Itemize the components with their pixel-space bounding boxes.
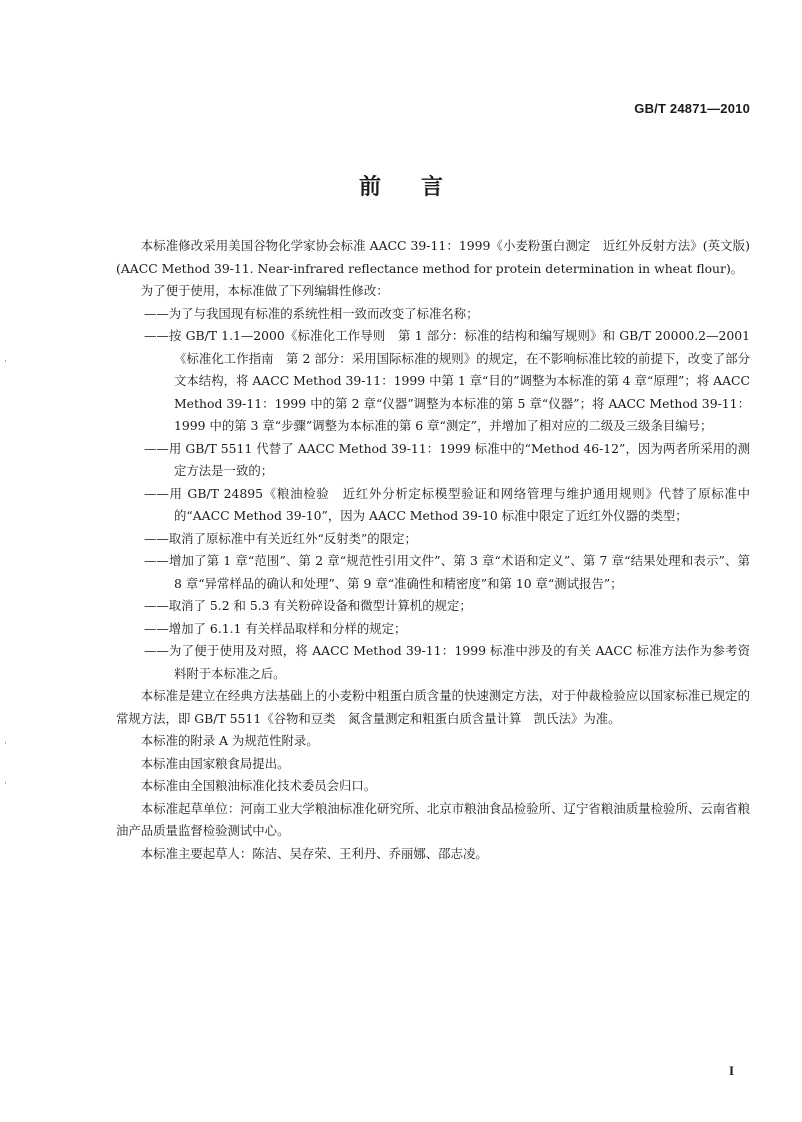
closing-paragraph: 本标准起草单位：河南工业大学粮油标准化研究所、北京市粮油食品检验所、辽宁省粮油质量检验所、云南省粮油产品质量监督检验测试中心。 <box>116 800 750 838</box>
page-number: I <box>728 1063 734 1078</box>
modification-item: ——为了与我国现有标准的系统性相一致而改变了标准名称； <box>144 305 479 321</box>
scan-artifact: · <box>4 357 7 367</box>
intro-paragraph: 为了便于使用，本标准做了下列编辑性修改： <box>140 283 389 298</box>
scan-artifact: · <box>4 779 7 789</box>
page-title: 前言 <box>358 175 483 200</box>
modification-item: ——用 GB/T 24895《粮油检验 近红外分析定标模型验证和网络管理与维护通用规则》代替了原标准中的“AACC Method 39-10”，因为 AACC Method 39-10 标准中限定了近红外仪器的类型； <box>144 485 750 523</box>
closing-paragraph: 本标准由国家粮食局提出。 <box>140 755 290 771</box>
closing-paragraph: 本标准主要起草人：陈洁、吴存荣、王利丹、乔丽娜、邵志凌。 <box>140 845 488 861</box>
intro-paragraph: 本标准修改采用美国谷物化学家协会标准 AACC 39-11：1999《小麦粉蛋白测定 近红外反射方法》(英文版)(AACC Method 39-11. Near-infrared reflectance method for protein determination in wheat flour)。 <box>116 238 750 276</box>
modification-item: ——增加了第 1 章“范围”、第 2 章“规范性引用文件”、第 3 章“术语和定义”、第 7 章“结果处理和表示”、第 8 章“异常样品的确认和处理”、第 9 章“准确性和精密度”和第 10 章“测试报告”； <box>144 553 750 591</box>
closing-paragraph: 本标准是建立在经典方法基础上的小麦粉中粗蛋白质含量的快速测定方法，对于仲裁检验应以国家标准已规定的常规方法，即 GB/T 5511《谷物和豆类 氮含量测定和粗蛋白质含量计算 凯氏法》为准。 <box>116 688 750 726</box>
modification-item: ——取消了原标准中有关近红外“反射类”的限定； <box>144 530 417 546</box>
scan-artifact: · <box>4 739 7 749</box>
modification-item: ——增加了 6.1.1 有关样品取样和分样的规定； <box>144 620 407 636</box>
foreword-body <box>116 235 750 865</box>
closing-paragraph: 本标准由全国粮油标准化技术委员会归口。 <box>140 778 377 793</box>
standard-code: GB/T 24871—2010 <box>634 101 750 116</box>
modification-item: ——用 GB/T 5511 代替了 AACC Method 39-11：1999 标准中的“Method 46-12”，因为两者所采用的测定方法是一致的； <box>144 440 750 478</box>
modification-item: ——按 GB/T 1.1—2000《标准化工作导则 第 1 部分：标准的结构和编写规则》和 GB/T 20000.2—2001《标准化工作指南 第 2 部分：采用国际标准的规则》的规定，在不影响标准比较的前提下，改变了部分文本结构，将 AACC Method 39-11：1999 中第 1 章“目的”调整为本标准的第 4 章“原理”；将 AACC Method 39-11：1999 中的第 2 章“仪器”调整为本标准的第 5 章“仪器”；将 AACC Method 39-11：1999 中的第 3 章“步骤”调整为本标准的第 6 章“测定”，并增加了相对应的二级及三级条目编号； <box>144 328 750 433</box>
closing-paragraph: 本标准的附录 A 为规范性附录。 <box>140 733 319 748</box>
modification-item: ——为了便于使用及对照，将 AACC Method 39-11：1999 标准中涉及的有关 AACC 标准方法作为参考资料附于本标准之后。 <box>144 643 750 681</box>
modification-item: ——取消了 5.2 和 5.3 有关粉碎设备和微型计算机的规定； <box>144 598 472 613</box>
